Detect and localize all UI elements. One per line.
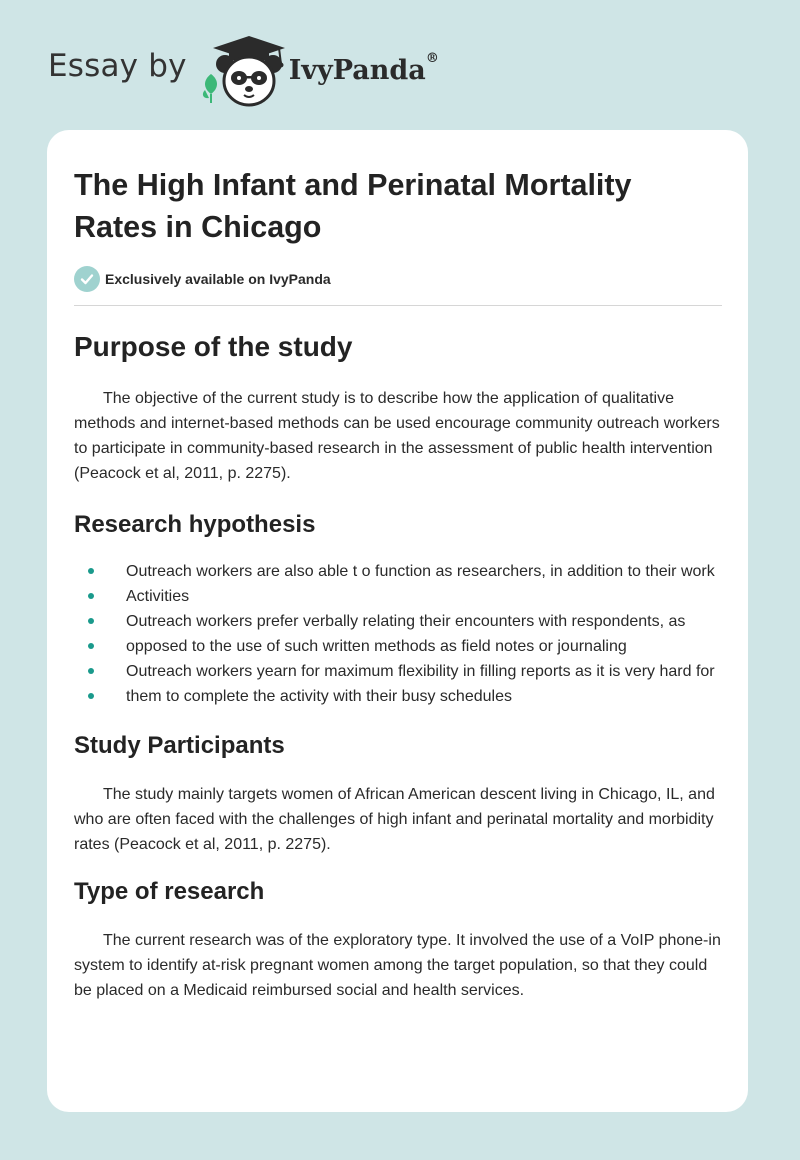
site-header	[48, 34, 648, 110]
check-icon	[74, 266, 100, 292]
ivypanda-brand[interactable]	[288, 50, 439, 86]
exclusive-label: Exclusively available on IvyPanda	[105, 271, 331, 287]
registered-mark: ®	[425, 50, 439, 66]
list-item: Outreach workers prefer verbally relating their encounters with respondents, as	[74, 609, 724, 634]
essay-card	[47, 130, 748, 1112]
ivy-leaf-icon	[199, 72, 223, 104]
list-item: opposed to the use of such written methods as field notes or journaling	[74, 634, 724, 659]
page-title: The High Infant and Perinatal Mortality Rates in Chicago	[74, 168, 632, 244]
list-item: Outreach workers are also able t o function as researchers, in addition to their work	[74, 559, 724, 584]
list-item: Activities	[74, 584, 724, 609]
divider	[74, 305, 722, 306]
section-heading-hypothesis: Research hypothesis	[74, 511, 316, 538]
list-item: them to complete the activity with their busy schedules	[74, 684, 724, 709]
section-heading-participants: Study Participants	[74, 732, 285, 759]
paragraph-participants: The study mainly targets women of African American descent living in Chicago, IL, and who are often faced with the challenges of high infant and perinatal mortality and morbidity rates (Peacock et al, 2011, p. 2275).	[74, 786, 715, 853]
hypothesis-list	[74, 559, 724, 709]
ivypanda-logo[interactable]	[199, 34, 287, 110]
exclusive-badge	[74, 266, 721, 292]
essay-by-label: Essay by	[48, 48, 187, 84]
list-item: Outreach workers yearn for maximum flexibility in filling reports as it is very hard for	[74, 659, 724, 684]
brand-name: IvyPanda	[288, 54, 426, 86]
paragraph-purpose: The objective of the current study is to describe how the application of qualitative methods and internet-based methods can be used encourage community outreach workers to participate in community-based research in the assessment of public health intervention (Peacock et al, 2011, p. 2275).	[74, 390, 720, 482]
section-heading-purpose: Purpose of the study	[74, 331, 353, 362]
section-heading-type: Type of research	[74, 878, 265, 905]
paragraph-type: The current research was of the exploratory type. It involved the use of a VoIP phone-in system to identify at-risk pregnant women among the target population, so that they could be placed on a Medicaid reimbursed social and health services.	[74, 932, 721, 999]
